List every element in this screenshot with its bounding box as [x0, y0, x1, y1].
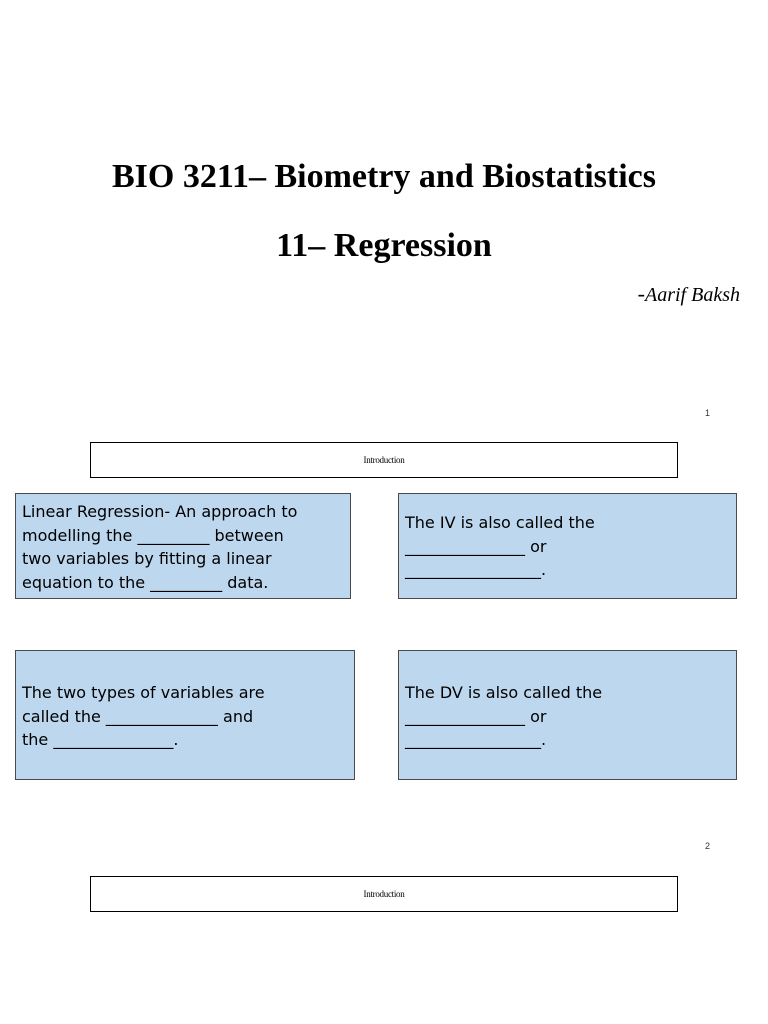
card-line: the _______________. [22, 730, 179, 749]
card-line: The DV is also called the [405, 683, 603, 702]
slide-3-header [90, 876, 678, 912]
card-line: modelling the _________ between [22, 525, 284, 545]
card-line: The two types of variables are [22, 683, 265, 702]
slide-subtitle: 11– Regression [276, 227, 492, 264]
slide-title: BIO 3211– Biometry and Biostatistics [111, 158, 657, 195]
card-line: equation to the _________ data. [22, 572, 269, 592]
slide-2-header [90, 442, 678, 478]
slide-3-header-text: Introduction [363, 889, 405, 899]
card-linear-regression [15, 493, 351, 599]
slide-2-header-text: Introduction [363, 455, 405, 465]
card-line: _________________. [405, 730, 547, 749]
card-variable-types [15, 650, 355, 780]
card-line: _______________ or [405, 706, 547, 726]
author-dash: - [637, 281, 645, 306]
card-line: _________________. [405, 560, 547, 579]
page-number-1: 1 [705, 408, 711, 418]
card-line: two variables by fitting a linear [22, 549, 272, 568]
card-iv [398, 493, 737, 599]
card-line: The IV is also called the [405, 513, 595, 532]
author-name: Aarif Baksh [645, 284, 740, 306]
card-dv [398, 650, 737, 780]
card-line: Linear Regression- An approach to [22, 502, 298, 521]
author [638, 281, 740, 308]
page-number-2: 2 [705, 841, 711, 851]
card-line: _______________ or [405, 536, 547, 556]
card-line: called the ______________ and [22, 706, 254, 726]
